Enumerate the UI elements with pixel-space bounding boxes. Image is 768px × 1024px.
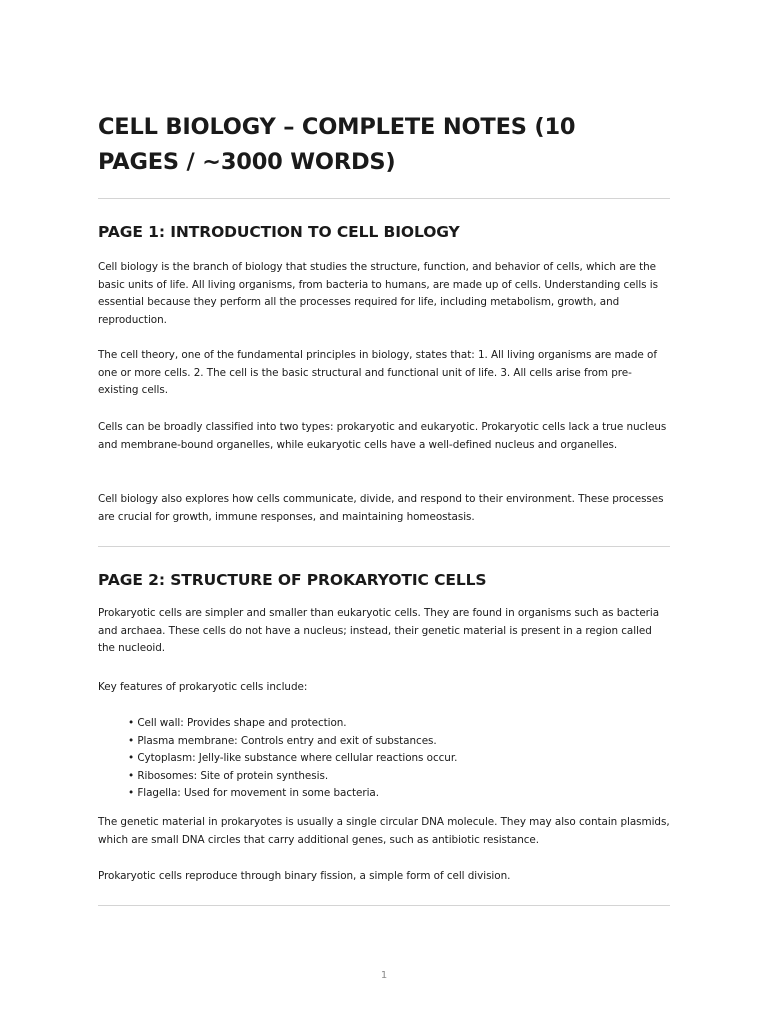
paragraph: Prokaryotic cells are simpler and smaller than eukaryotic cells. They are found in organisms such as bacteria and archaea. These cells do not have a nucleus; instead, their genetic material is present in a region called the nucleoid. [98, 607, 660, 654]
paragraph: The cell theory, one of the fundamental principles in biology, states that: 1. All living organisms are made of one or more cells. 2. The cell is the basic structural and functional unit of life. 3. All cells arise from pre-existing cells. [98, 349, 657, 396]
feature-list [128, 715, 457, 803]
paragraph: Prokaryotic cells reproduce through binary fission, a simple form of cell division. [98, 870, 511, 882]
paragraph: Cells can be broadly classified into two types: prokaryotic and eukaryotic. Prokaryotic cells lack a true nucleus and membrane-bound organelles, while eukaryotic cells have a well-defined nucleus and organelles. [98, 421, 667, 451]
list-item: • Flagella: Used for movement in some bacteria. [128, 787, 379, 799]
paragraph: Cell biology is the branch of biology that studies the structure, function, and behavior of cells, which are the basic units of life. All living organisms, from bacteria to humans, are made up of cells. Understanding cells is essential because they perform all the processes required for life, including metabolism, growth, and reproduction. [98, 261, 658, 326]
list-item: • Cell wall: Provides shape and protection. [128, 717, 347, 729]
divider [98, 198, 670, 199]
document-title: CELL BIOLOGY – COMPLETE NOTES (10 PAGES / ~3000 WORDS) [98, 114, 576, 175]
divider [98, 905, 670, 906]
paragraph: Key features of prokaryotic cells include: [98, 681, 308, 693]
divider [98, 546, 670, 547]
section-heading-page-1: PAGE 1: INTRODUCTION TO CELL BIOLOGY [98, 223, 460, 241]
section-heading-page-2: PAGE 2: STRUCTURE OF PROKARYOTIC CELLS [98, 571, 487, 589]
list-item: • Cytoplasm: Jelly-like substance where cellular reactions occur. [128, 752, 458, 764]
paragraph: Cell biology also explores how cells communicate, divide, and respond to their environment. These processes are crucial for growth, immune responses, and maintaining homeostasis. [98, 493, 664, 523]
page-number: 1 [380, 970, 388, 981]
paragraph: The genetic material in prokaryotes is usually a single circular DNA molecule. They may also contain plasmids, which are small DNA circles that carry additional genes, such as antibiotic resistance. [98, 816, 670, 846]
list-item: • Ribosomes: Site of protein synthesis. [128, 769, 329, 782]
list-item: • Plasma membrane: Controls entry and exit of substances. [128, 734, 437, 747]
